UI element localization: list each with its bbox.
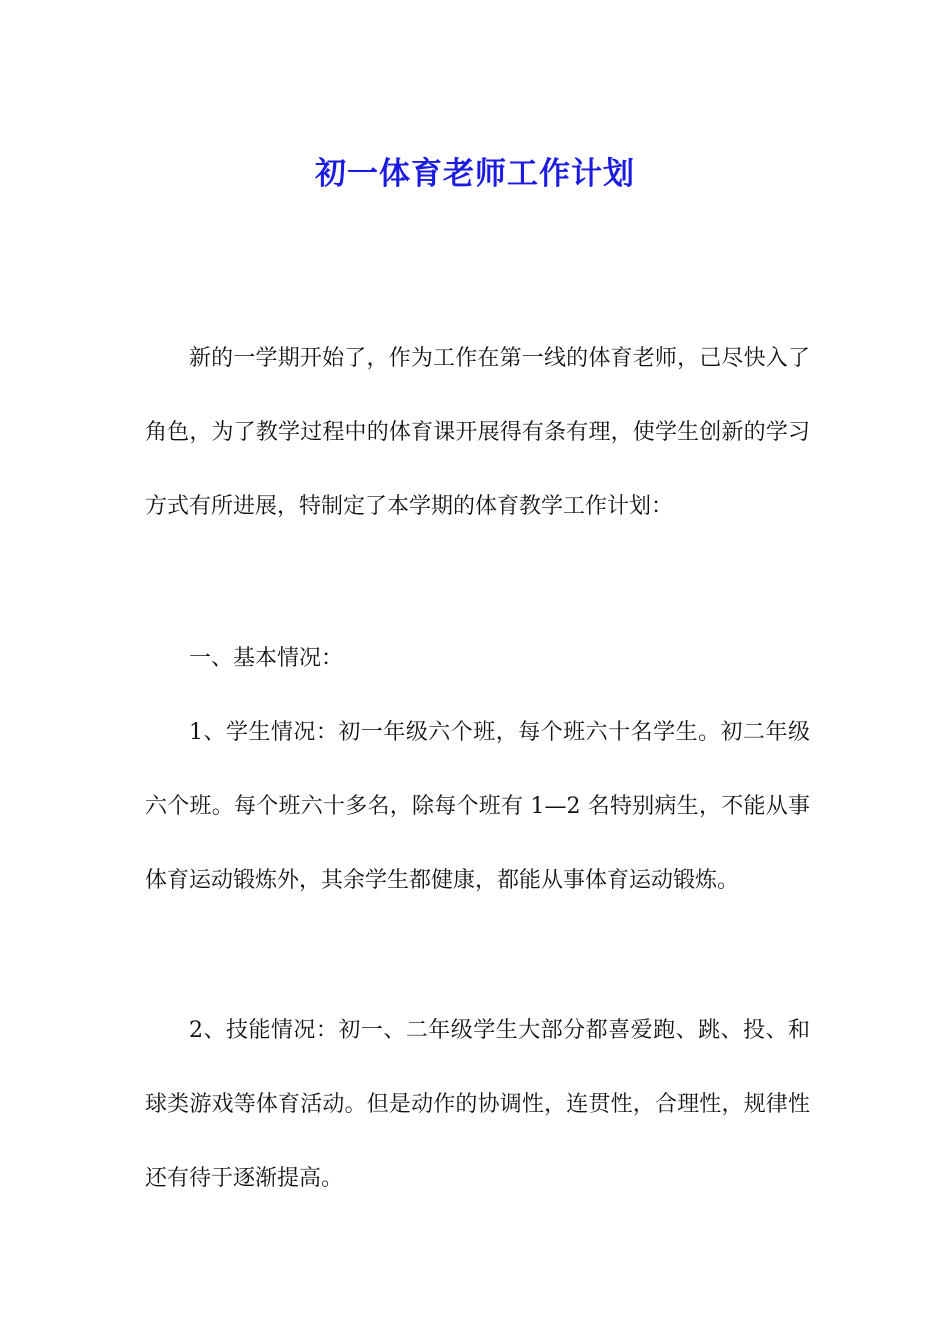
paragraph-text: 1、学生情况：初一年级六个班，每个班六十名学生。初二年级六个班。每个班六十多名，除每个班有 1—2 名特别病生，不能从事体育运动锻炼外，其余学生都健康，都能从事体育运动锻炼。 — [145, 720, 810, 893]
section-heading-text: 一、基本情况： — [189, 646, 344, 671]
paragraph-intro — [145, 322, 810, 544]
paragraph-text: 新的一学期开始了，作为工作在第一线的体育老师，己尽快入了角色，为了教学过程中的体育课开展得有条有理，使学生创新的学习方式有所进展，特制定了本学期的体育教学工作计划： — [145, 346, 810, 519]
paragraph-student-situation — [145, 696, 810, 918]
document-title: 初一体育老师工作计划 — [315, 155, 635, 192]
paragraph-text: 2、技能情况：初一、二年级学生大部分都喜爱跑、跳、投、和球类游戏等体育活动。但是动作的协调性，连贯性，合理性，规律性还有待于逐渐提高。 — [145, 1018, 810, 1191]
paragraph-skill-situation — [145, 994, 810, 1216]
section-heading-basic-situation — [145, 622, 810, 696]
